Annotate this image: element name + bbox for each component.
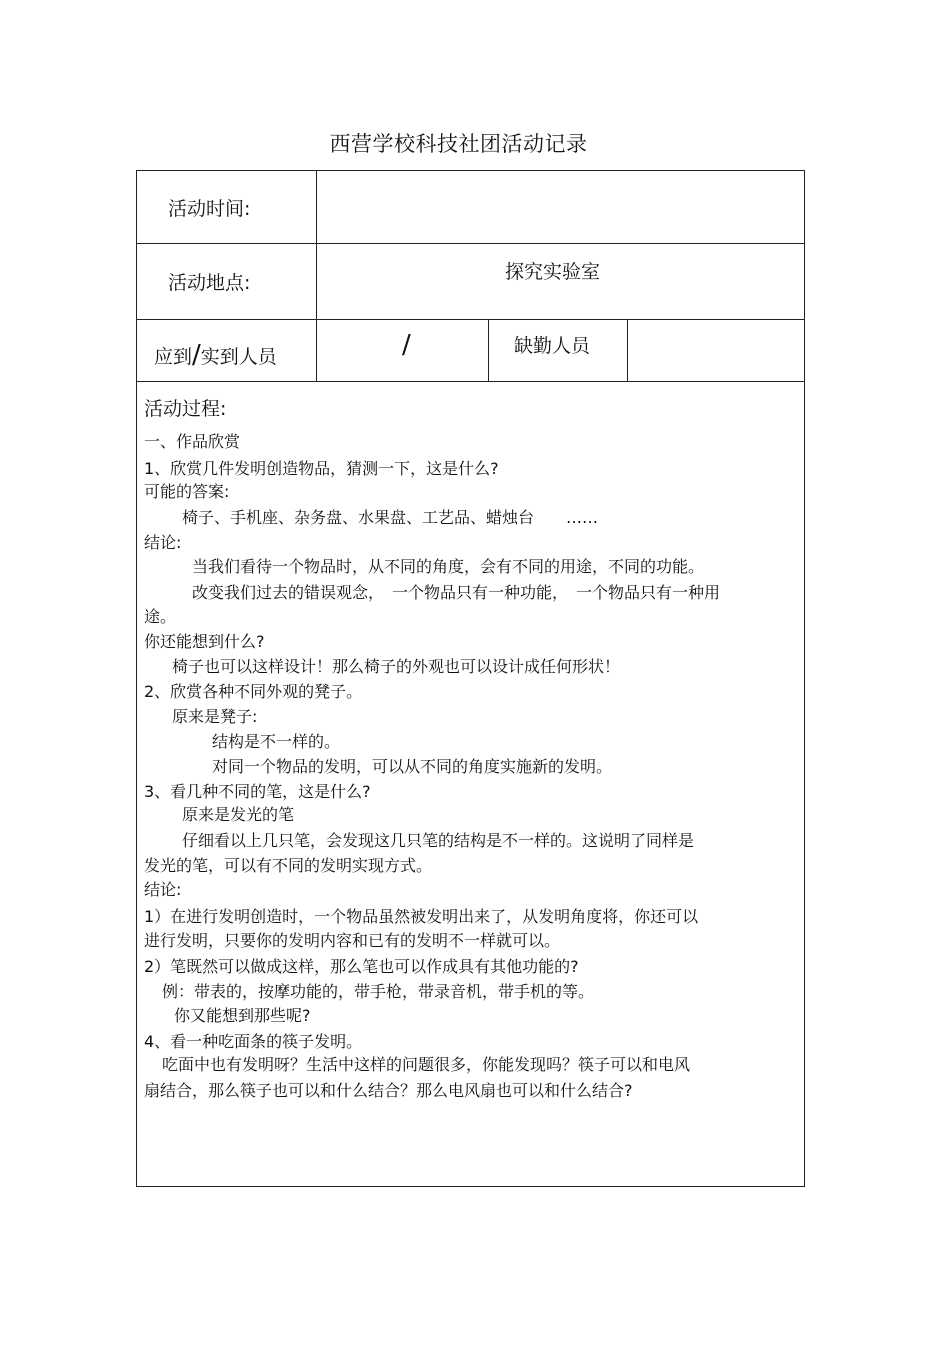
table-border-top [136,170,805,171]
time-label: 活动时间: [168,198,251,220]
attend-label [154,340,277,370]
absent-label: 缺勤人员 [514,335,591,357]
process-line: 椅子、手机座、杂务盘、水果盘、工艺品、蜡烛台 …… [182,508,599,527]
place-value: 探究实验室 [505,261,601,283]
process-line: 结论: [144,533,182,552]
table-border-bottom [136,1186,805,1187]
process-line: 2、欣赏各种不同外观的凳子。 [144,682,363,701]
process-heading: 活动过程: [144,398,227,420]
process-line: 对同一个物品的发明，可以从不同的角度实施新的发明。 [212,757,613,776]
process-line: 进行发明，只要你的发明内容和已有的发明不一样就可以。 [144,931,561,950]
process-line: 2）笔既然可以做成这样，那么笔也可以作成具有其他功能的? [144,957,579,976]
table-border-left [136,170,137,1187]
row-divider-3 [136,381,805,382]
process-line: 1）在进行发明创造时，一个物品虽然被发明出来了，从发明角度将，你还可以 [144,907,699,926]
process-line: 1、欣赏几件发明创造物品，猜测一下，这是什么? [144,459,499,478]
process-line: 例：带表的，按摩功能的，带手枪，带录音机，带手机的等。 [162,982,595,1001]
process-line: 途。 [144,607,177,626]
process-line: 你还能想到什么? [144,632,265,651]
attend-value: / [402,330,411,360]
process-line: 你又能想到那些呢? [174,1006,311,1025]
table-border-right [804,170,805,1187]
process-line: 椅子也可以这样设计！那么椅子的外观也可以设计成任何形状！ [172,657,621,676]
attend-label-slash: / [192,340,201,370]
row-divider-1 [136,243,805,244]
process-line: 扇结合，那么筷子也可以和什么结合？那么电风扇也可以和什么结合? [144,1081,633,1100]
process-line: 仔细看以上几只笔，会发现这几只笔的结构是不一样的。这说明了同样是 [182,831,695,850]
process-line: 可能的答案: [144,482,230,501]
process-line: 发光的笔，可以有不同的发明实现方式。 [144,856,433,875]
process-line: 结论: [144,880,182,899]
place-label: 活动地点: [168,272,251,294]
row-divider-2 [136,319,805,320]
process-line: 原来是凳子: [172,707,258,726]
attend-label-expected: 应到 [154,346,193,368]
process-line: 改变我们过去的错误观念， 一个物品只有一种功能， 一个物品只有一种用 [192,583,721,602]
label-column-divider [316,170,317,381]
process-line: 原来是发光的笔 [182,805,295,824]
process-line: 当我们看待一个物品时，从不同的角度，会有不同的用途，不同的功能。 [192,557,705,576]
process-line: 4、看一种吃面条的筷子发明。 [144,1032,363,1051]
process-line: 结构是不一样的。 [212,732,341,751]
absent-label-divider [627,319,628,381]
document-title: 西营学校科技社团活动记录 [329,132,588,156]
process-line: 吃面中也有发明呀？生活中这样的问题很多，你能发现吗？筷子可以和电风 [162,1055,691,1074]
attend-value-divider [488,319,489,381]
process-line: 一、作品欣赏 [144,432,241,451]
attend-label-actual: 实到人员 [200,346,277,368]
process-line: 3、看几种不同的笔，这是什么? [144,782,371,801]
